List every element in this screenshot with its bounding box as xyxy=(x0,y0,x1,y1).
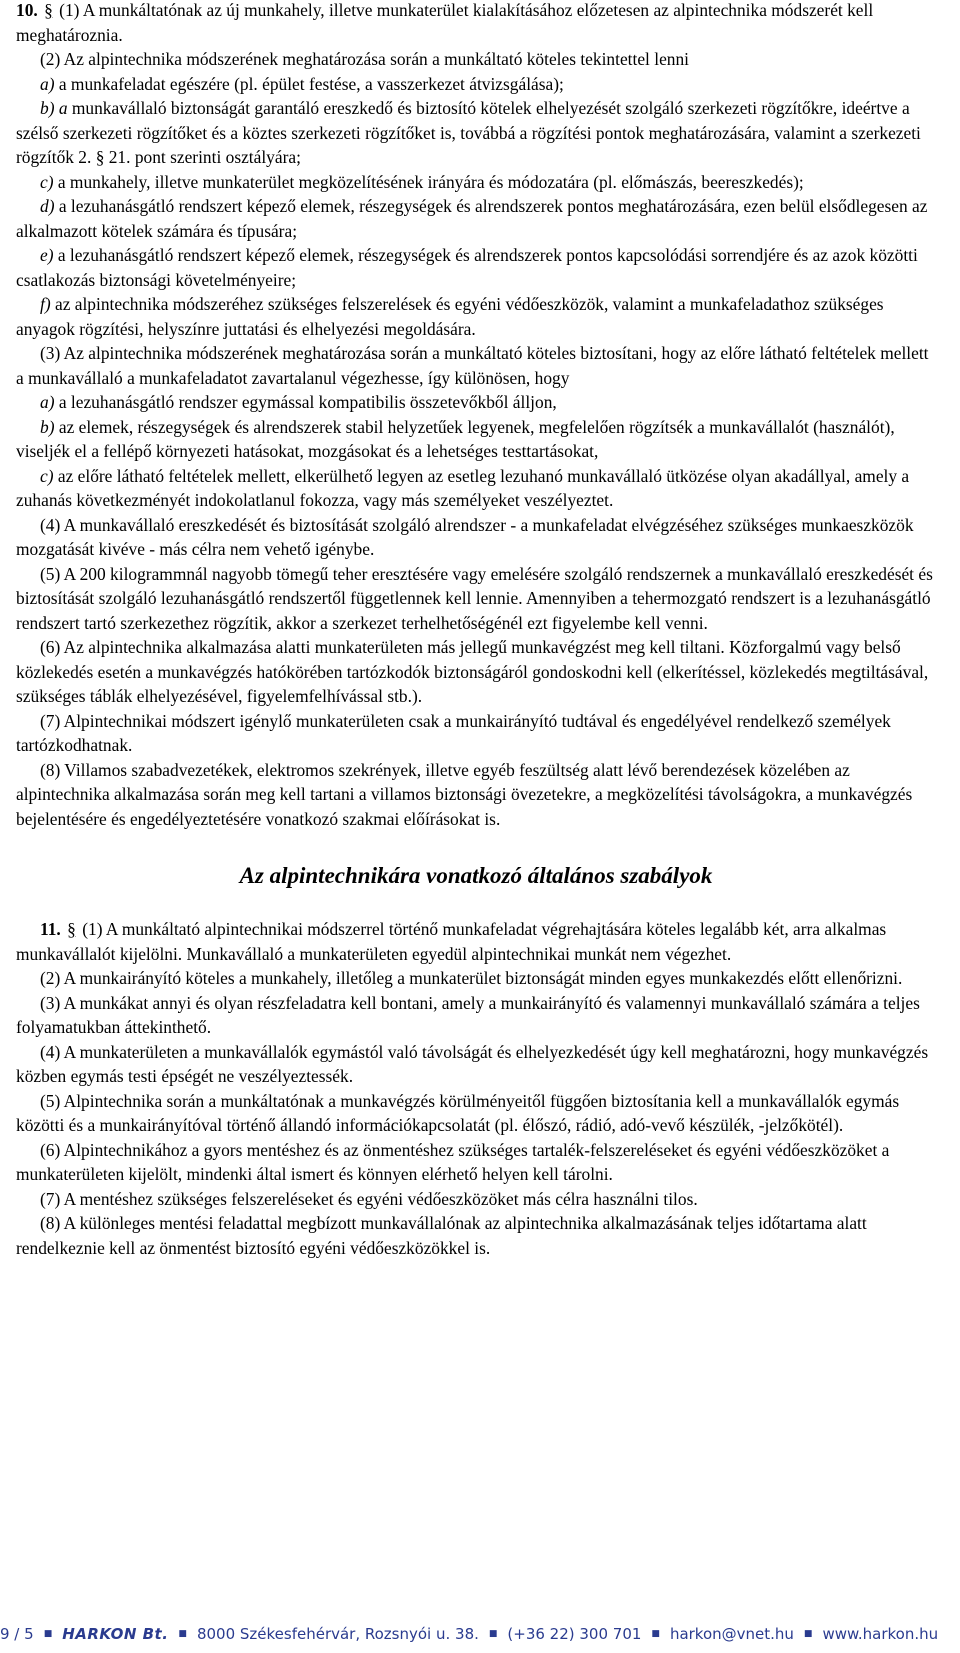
item-3a: a) a lezuhanásgátló rendszer egymással kompatibilis összetevőkből álljon, xyxy=(40,392,557,412)
section-10-para-7: (7) Alpintechnikai módszert igénylő munkaterületen csak a munkairányító tudtával és engedélyével rendelkező személyek tartózkodhatnak. xyxy=(16,710,891,755)
section-11-para-5: (5) Alpintechnika során a munkáltatónak a munkavégzés körülményeitől függően biztosítania kell a munkavállalók egymás közötti és a munkairányítóval történő állandó információkapcsolatát (pl. élőszó, rádió, adó-vevő készülék, -jelzőkötél). xyxy=(16,1090,900,1135)
section-sign: § xyxy=(44,0,53,20)
section-11-para-8: (8) A különleges mentési feladattal megbízott munkavállalónak az alpintechnika alkalmazásának teljes időtartama alatt rendelkeznie kell az önmentést biztosító egyéni védőeszközökkel is. xyxy=(16,1213,867,1258)
section-11-para-2: (2) A munkairányító köteles a munkahely, illetőleg a munkaterület biztonságát minden egyes munkakezdés előtt ellenőrizni. xyxy=(40,968,903,988)
section-number: 10. xyxy=(16,0,38,20)
separator-icon: ■ xyxy=(651,1628,660,1639)
item-e: e) a lezuhanásgátló rendszert képező elemek, részegységek és alrendszerek pontos kapcsolódási sorrendjére és az azok közötti csatlakozás biztonsági követelményeire; xyxy=(16,245,918,290)
company-address: 8000 Székesfehérvár, Rozsnyói u. 38. xyxy=(196,1624,479,1643)
section-11-para-3: (3) A munkákat annyi és olyan részfeladatra kell bontani, amely a munkairányító és valamennyi munkavállaló számára a teljes folyamatukban áttekinthető. xyxy=(16,992,920,1037)
item-f: f) az alpintechnika módszeréhez szükséges felszerelések és egyéni védőeszközök, valamint a munkafeladathoz szükséges anyagok rögzítési, helyszínre juttatási és elhelyezési megoldására. xyxy=(16,294,884,339)
section-10-para-6: (6) Az alpintechnika alkalmazása alatti munkaterületen más jellegű munkavégzést meg kell tiltani. Közforgalmú vagy belső közlekedés esetén a munkavégzés hatókörében tartózkodók biztonságáról gondoskodni kell (elkerítéssel, közlekedés megtiltásával, szükséges táblák elhelyezésével, figyelemfelhívással stb.). xyxy=(16,637,929,706)
separator-icon: ■ xyxy=(178,1628,187,1639)
section-heading: Az alpintechnikára vonatkozó általános szabályok xyxy=(239,863,713,888)
company-phone: (+36 22) 300 701 xyxy=(507,1624,642,1643)
section-10-para-3: (3) Az alpintechnika módszerének meghatározása során a munkáltató köteles biztosítani, hogy az előre látható feltételek mellett a munkavállaló a munkafeladatot zavartalanul végezhesse, így különösen, hogy xyxy=(16,343,929,388)
item-d: d) a lezuhanásgátló rendszert képező elemek, részegységek és alrendszerek pontos meghatározására, ezen belül elsődlegesen az alkalmazott kötelek számára és típusára; xyxy=(16,196,928,241)
section-10-para-1: 10. § (1) A munkáltatónak az új munkahely, illetve munkaterület kialakításához előzetesen az alpintechnika módszerét kell meghatároznia. xyxy=(16,0,874,45)
separator-icon: ■ xyxy=(488,1628,498,1639)
item-3b: b) az elemek, részegységek és alrendszerek stabil helyzetűek legyenek, megfelelően rögzítsék a munkavállalót (használót), viseljék el a fellépő környezeti hatásokat, mozgásokat és a lehetséges testtartásokat, xyxy=(16,416,895,461)
section-sign: § xyxy=(67,919,76,939)
section-10-para-4: (4) A munkavállaló ereszkedését és biztosítását szolgáló alrendszer - a munkafeladat elvégzéséhez szükséges munkaeszközök mozgatását kivéve - más célra nem vehető igénybe. xyxy=(16,514,914,559)
item-a: a) a munkafeladat egészére (pl. épület festése, a vasszerkezet átvizsgálása); xyxy=(40,73,564,94)
section-11-para-7: (7) A mentéshez szükséges felszereléseket és egyéni védőeszközöket más célra használni tilos. xyxy=(40,1188,698,1209)
document-body xyxy=(16,0,936,1260)
item-b: b) a munkavállaló biztonságát garantáló ereszkedő és biztosító kötelek elhelyezését szolgáló szerkezeti rögzítőkre, ideértve a szélső szerkezeti rögzítőket és a köztes szerkezeti rögzítőket is, továbbá a rögzítési pontok meghatározására, valamint a szerkezeti rögzítők 2. § 21. pont szerinti osztályára; xyxy=(16,98,921,167)
section-number: 11. xyxy=(40,919,61,939)
separator-icon: ■ xyxy=(43,1628,53,1639)
item-c: c) a munkahely, illetve munkaterület megközelítésének irányára és módozatára (pl. előmászás, beereszkedés); xyxy=(40,171,804,192)
section-11-para-1: 11. § (1) A munkáltató alpintechnikai módszerrel történő munkafeladat végrehajtására köteles legalább két, arra alkalmas munkavállalót kijelölni. Munkavállaló a munkaterületen egyedül alpintechnikai munkát nem végezhet. xyxy=(16,919,887,964)
section-10-para-2: (2) Az alpintechnika módszerének meghatározása során a munkáltató köteles tekintettel lenni xyxy=(40,49,690,69)
section-10-para-8: (8) Villamos szabadvezetékek, elektromos szekrények, illetve egyéb feszültség alatt lévő berendezések közelében az alpintechnika alkalmazása során meg kell tartani a villamos biztonsági övezetekre, a megközelítési távolságokra, a munkavégzés bejelentésére és engedélyeztetésére vonatkozó szakmai előírásokat is. xyxy=(16,759,913,829)
item-3c: c) az előre látható feltételek mellett, elkerülhető legyen az esetleg lezuhanó munkavállaló ütközése olyan akadállyal, amely a zuhanás következményét indokolatlanul fokozza, vagy más személyeket veszélyeztet. xyxy=(16,465,910,510)
company-logo: HARKON Bt. xyxy=(62,1624,169,1643)
page-number: 9 / 5 xyxy=(0,1624,34,1643)
company-website[interactable]: www.harkon.hu xyxy=(822,1624,939,1643)
separator-icon: ■ xyxy=(803,1628,813,1639)
company-email[interactable]: harkon@vnet.hu xyxy=(669,1624,794,1643)
section-11-para-6: (6) Alpintechnikához a gyors mentéshez és az önmentéshez szükséges tartalék-felszereléseket és egyéni védőeszközöket a munkaterületen kijelölt, mindenki által ismert és könnyen elérhető helyen kell tárolni. xyxy=(16,1139,890,1184)
page-footer xyxy=(0,1622,960,1646)
section-11-para-4: (4) A munkaterületen a munkavállalók egymástól való távolságát és elhelyezkedését úgy kell meghatározni, hogy munkavégzés közben egymás testi épségét ne veszélyeztessék. xyxy=(16,1041,929,1086)
section-10-para-5: (5) A 200 kilogrammnál nagyobb tömegű teher eresztésére vagy emelésére szolgáló rendszernek a munkavállaló ereszkedését és biztosítását szolgáló lezuhanásgátló rendszertől függetlennek kell lennie. Amennyiben a tehermozgató rendszert is a lezuhanásgátló rendszert tartó szerkezethez rögzítik, akkor a szerkezet terhelhetőségénél ezt figyelembe kell venni. xyxy=(16,563,933,633)
